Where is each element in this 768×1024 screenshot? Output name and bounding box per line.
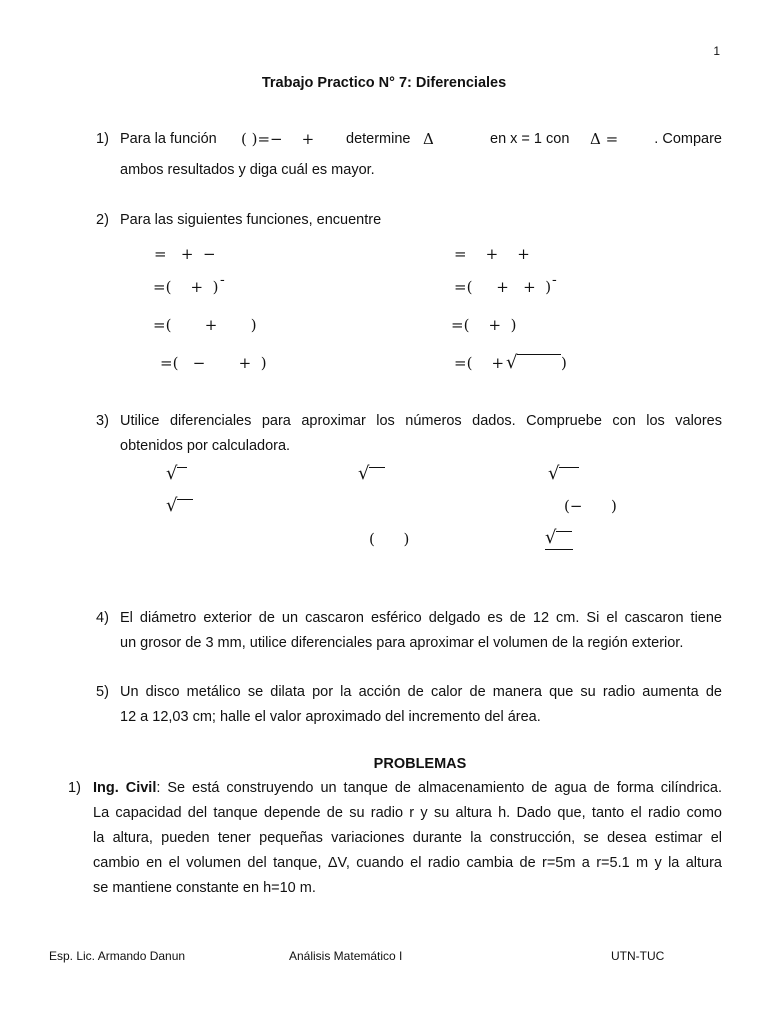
sqrt-symbol: √	[506, 352, 518, 373]
exercise-text: Para las siguientes funciones, encuentre	[120, 212, 382, 228]
exercise-text: Utilice diferenciales para aproximar los números dados. Compruebe con los valores	[120, 413, 722, 429]
exercise-text: ambos resultados y diga cuál es mayor.	[120, 162, 375, 178]
problem-label: Ing. Civil	[93, 780, 157, 796]
footer-author: Esp. Lic. Armando Danun	[49, 949, 186, 963]
exercise-3	[96, 413, 722, 563]
delta-symbol: Δ =	[590, 130, 619, 148]
exercise-2	[96, 212, 722, 382]
exponent: -	[552, 272, 557, 288]
function-left-2: =( + )	[153, 278, 219, 296]
exercise-1	[96, 131, 722, 191]
sqrt-bar	[559, 467, 579, 468]
sqrt-symbol: √	[545, 527, 557, 548]
exercise-text: El diámetro exterior de un cascaron esférico delgado es de 12 cm. Si el cascaron tiene	[120, 610, 722, 626]
problem-line-2: La capacidad del tanque depende de su radio r y su altura h. Dado que, tanto el radio como	[93, 805, 722, 821]
fraction-bar	[545, 549, 573, 550]
sqrt-bar	[517, 354, 561, 355]
exercise-number: 3)	[96, 413, 109, 429]
problem-text: : Se está construyendo un tanque de almacenamiento de agua de forma cilíndrica.	[156, 780, 722, 796]
exercise-number: 5)	[96, 684, 109, 700]
exercise-number: 4)	[96, 610, 109, 626]
problem-1	[68, 780, 722, 910]
sqrt-bar	[177, 467, 187, 468]
exercise-text: obtenidos por calculadora.	[120, 438, 291, 454]
exercise-text: determine	[346, 131, 411, 147]
sqrt-symbol: √	[166, 495, 178, 516]
exponent: -	[220, 272, 225, 288]
sqrt-bar	[556, 531, 572, 532]
problem-number: 1)	[68, 780, 81, 796]
sqrt-symbol: √	[358, 463, 370, 484]
problem-line-5: se mantiene constante en h=10 m.	[93, 880, 316, 896]
sqrt-symbol: √	[166, 463, 178, 484]
exercise-text: Para la función	[120, 131, 217, 147]
exercise-text: un grosor de 3 mm, utilice diferenciales para aproximar el volumen de la región exterior.	[120, 635, 684, 651]
function-left-4: =( − + )	[160, 354, 267, 372]
function-left-3: =( + )	[153, 316, 257, 334]
problem-line-3: la altura, pueden tener pequeñas variaciones durante la construcción, se desea estimar el	[93, 830, 722, 846]
exercise-number: 2)	[96, 212, 109, 228]
exercise-text: 12 a 12,03 cm; halle el valor aproximado del incremento del área.	[120, 709, 541, 725]
exercise-text: . Compare	[654, 131, 722, 147]
page-number: 1	[713, 44, 720, 58]
exercise-text: Un disco metálico se dilata por la acción de calor de manera que su radio aumenta de	[120, 684, 722, 700]
sqrt-bar	[369, 467, 385, 468]
exercise-text: en x = 1 con	[490, 131, 570, 147]
sqrt-bar	[177, 499, 193, 500]
delta-symbol: Δ	[423, 130, 434, 148]
expression: ( )	[369, 530, 410, 548]
problems-heading: PROBLEMAS	[373, 756, 467, 772]
function-left-1: = + −	[154, 245, 216, 263]
exercise-number: 1)	[96, 131, 109, 147]
function-right-1: = + +	[454, 245, 530, 263]
exercise-5	[96, 684, 722, 736]
page-title: Trabajo Practico N° 7: Diferenciales	[261, 75, 507, 91]
problem-line-4: cambio en el volumen del tanque, ΔV, cuando el radio cambia de r=5m a r=5.1 m y la altura	[93, 855, 722, 871]
function-expression: ( )=− +	[241, 130, 315, 148]
closing-paren: )	[561, 354, 567, 372]
problem-line-1	[93, 780, 722, 796]
function-right-3: =( + )	[451, 316, 517, 334]
footer-institution: UTN-TUC	[611, 949, 665, 963]
expression: (− )	[564, 497, 617, 515]
function-right-4: =( +	[454, 354, 505, 372]
sqrt-symbol: √	[548, 463, 560, 484]
exercise-4	[96, 610, 722, 662]
function-right-2: =( + + )	[454, 278, 552, 296]
footer-course: Análisis Matemático I	[289, 949, 403, 963]
